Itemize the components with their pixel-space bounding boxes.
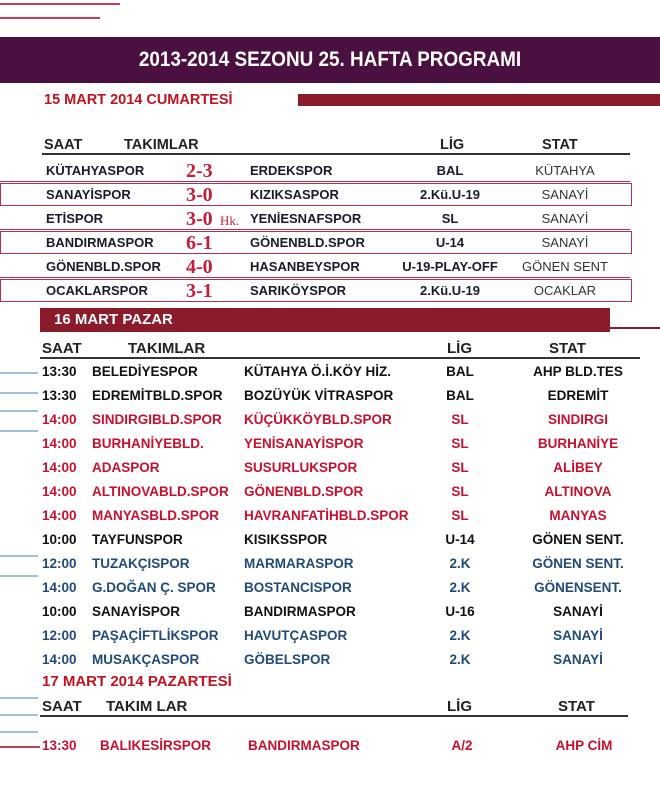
day3-header-stat: STAT [558,698,595,715]
league: 2.K [449,652,471,667]
match-time: 13:30 [42,364,77,379]
match-time: 14:00 [42,652,77,667]
score: 3-0 [186,208,213,230]
stadium: SINDIRGI [547,412,608,427]
decor-line [0,714,38,716]
home-team: BALIKESİRSPOR [100,738,212,753]
fixture-row [0,384,640,407]
home-team: MUSAKÇASPOR [92,652,200,667]
decor-line [0,575,38,577]
home-team: SINDIRGIBLD.SPOR [92,412,222,427]
league: BAL [446,364,474,379]
away-team: KÜTAHYA Ö.İ.KÖY HİZ. [244,364,392,379]
match-time: 10:00 [42,532,77,547]
day2-header-saat: SAAT [42,340,82,357]
home-team: GÖNENBLD.SPOR [46,259,161,274]
stadium: SANAYİ [553,604,603,619]
day1-date-bar [298,94,660,106]
day2-header-divider [40,357,640,359]
fixture-row [0,600,640,623]
stadium: AHP CİM [555,738,613,753]
away-team: BOSTANCISPOR [244,580,352,595]
day1-header-takimlar: TAKIMLAR [124,137,199,153]
league: 2.K [449,628,471,643]
result-row [0,160,640,182]
away-team: ERDEKSPOR [250,163,333,178]
decor-line [0,430,38,432]
day1-header-lig: LİG [440,137,465,153]
league: 2.K [449,580,471,595]
day1-header-stat: STAT [542,137,578,153]
fixture-row [0,360,640,383]
away-team: YENİESNAFSPOR [250,211,362,226]
stadium: GÖNEN SENT. [532,532,624,547]
decor-line [0,372,38,374]
stadium: GÖNENSENT. [534,580,622,595]
league: A/2 [451,738,473,753]
match-time: 14:00 [42,412,77,427]
home-team: KÜTAHYASPOR [46,163,145,178]
match-time: 12:00 [42,628,77,643]
league: U-16 [445,604,475,619]
score: 6-1 [186,232,213,254]
stadium: SANAYİ [541,235,589,250]
away-team: YENİSANAYİSPOR [244,436,364,451]
score-note: Hk. [220,213,240,228]
stadium: GÖNEN SENT [522,259,608,274]
fixture-row [0,456,640,479]
league: SL [451,508,469,523]
decor-line [0,392,38,394]
stadium: KÜTAHYA [535,163,595,178]
decor-line [0,731,38,733]
league: U-14 [435,235,465,250]
page-title: 2013-2014 SEZONU 25. HAFTA PROGRAMI [138,48,522,71]
fixture-row [0,734,640,757]
home-team: SANAYİSPOR [92,604,181,619]
away-team: HAVUTÇASPOR [244,628,348,643]
result-row [0,256,640,278]
decor-line [0,697,38,699]
result-row [0,208,640,230]
decor-line [0,410,38,412]
away-team: KÜÇÜKKÖYBLD.SPOR [244,412,392,427]
home-team: G.DOĞAN Ç. SPOR [92,580,216,595]
league: SL [441,211,459,226]
away-team: BOZÜYÜK VİTRASPOR [244,388,394,403]
day1-header-divider [42,153,630,155]
stadium: SANAYİ [541,211,589,226]
decor-line [0,746,40,748]
day2-header-lig: LİG [447,340,472,357]
league: BAL [446,388,474,403]
result-row [0,184,640,206]
fixture-row [0,624,640,647]
day2-header-stat: STAT [549,340,586,357]
score: 3-0 [186,184,213,206]
home-team: OCAKLARSPOR [46,283,148,298]
away-team: GÖBELSPOR [244,652,331,667]
day3-header-saat: SAAT [42,698,82,715]
stadium: OCAKLAR [533,283,597,298]
league: U-19-PLAY-OFF [402,259,498,274]
decor-line [0,555,38,557]
fixture-row [0,648,640,671]
day2-header-takimlar: TAKIMLAR [128,340,206,357]
day3-date: 17 MART 2014 PAZARTESİ [42,673,232,690]
title-banner [0,37,660,83]
match-time: 13:30 [42,388,77,403]
stadium: GÖNEN SENT. [532,556,624,571]
day2-bar-tail [610,327,660,329]
away-team: SUSURLUKSPOR [244,460,358,475]
stadium: BURHANİYE [537,436,619,451]
league: SL [451,412,469,427]
league: U-14 [445,532,475,547]
fixture-row [0,480,640,503]
fixture-row [0,408,640,431]
day3-header-lig: LİG [447,698,472,715]
away-team: HASANBEYSPOR [250,259,360,274]
away-team: GÖNENBLD.SPOR [250,235,365,250]
home-team: EDREMİTBLD.SPOR [92,388,223,403]
stadium: SANAYİ [553,652,603,667]
day2-date: 16 MART PAZAR [54,311,173,328]
result-row [0,232,640,254]
home-team: BELEDİYESPOR [92,364,198,379]
away-team: HAVRANFATİHBLD.SPOR [244,508,409,523]
home-team: ALTINOVABLD.SPOR [92,484,229,499]
home-team: TAYFUNSPOR [92,532,183,547]
home-team: ETİSPOR [46,211,104,226]
day3-header-takimlar: TAKIM LAR [106,698,188,715]
league: SL [451,484,469,499]
away-team: KISIKSSPOR [244,532,328,547]
away-team: KIZIKSASPOR [250,187,339,202]
stadium: MANYAS [549,508,607,523]
home-team: ADASPOR [92,460,160,475]
league: SL [451,460,469,475]
score: 2-3 [186,160,213,182]
match-time: 14:00 [42,508,77,523]
stadium: AHP BLD.TES [533,364,623,379]
home-team: BANDIRMASPOR [46,235,154,250]
away-team: MARMARASPOR [244,556,354,571]
stadium: SANAYİ [553,628,603,643]
match-time: 10:00 [42,604,77,619]
match-time: 14:00 [42,580,77,595]
match-time: 13:30 [42,738,77,753]
league: SL [451,436,469,451]
match-time: 12:00 [42,556,77,571]
day1-header-saat: SAAT [44,137,83,153]
fixture-row [0,504,640,527]
score: 4-0 [186,256,213,278]
fixture-row [0,528,640,551]
away-team: GÖNENBLD.SPOR [244,484,364,499]
fixture-row [0,432,640,455]
match-time: 14:00 [42,460,77,475]
fixture-row [0,552,640,575]
result-row [0,280,640,302]
stadium: SANAYİ [541,187,589,202]
day1-date: 15 MART 2014 CUMARTESİ [44,92,233,108]
away-team: BANDIRMASPOR [244,604,356,619]
match-time: 14:00 [42,484,77,499]
home-team: SANAYİSPOR [46,187,131,202]
home-team: BURHANİYEBLD. [92,436,204,451]
stadium: ALTINOVA [544,484,612,499]
match-time: 14:00 [42,436,77,451]
stadium: ALİBEY [553,460,603,475]
away-team: BANDIRMASPOR [248,738,360,753]
fixture-row [0,576,640,599]
league: 2.Kü.U-19 [420,187,480,202]
home-team: MANYASBLD.SPOR [92,508,220,523]
league: 2.K [449,556,471,571]
day3-header-divider [40,715,628,717]
home-team: TUZAKÇISPOR [92,556,190,571]
league: BAL [436,163,464,178]
score: 3-1 [186,280,213,302]
stadium: EDREMİT [547,388,609,403]
home-team: PAŞAÇİFTLİKSPOR [92,628,219,643]
league: 2.Kü.U-19 [420,283,480,298]
away-team: SARIKÖYSPOR [250,283,347,298]
